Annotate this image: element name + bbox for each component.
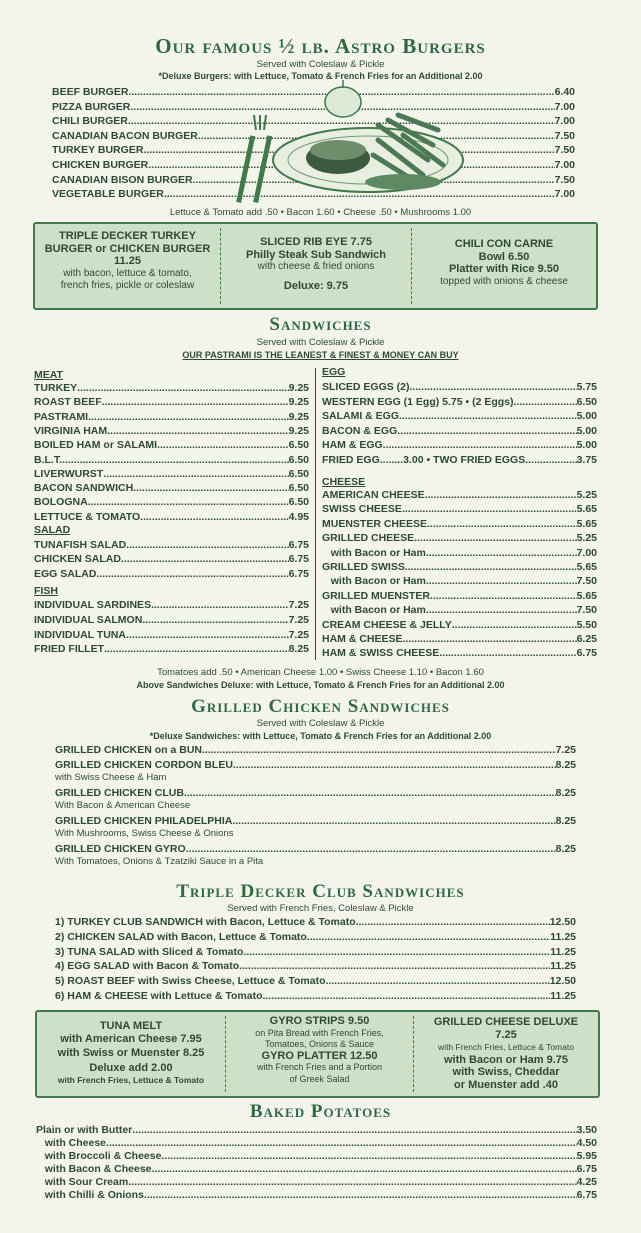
item-name: HAM & EGG: [322, 439, 383, 452]
item-price: 6.50: [576, 395, 597, 408]
item-price: 12.50: [549, 975, 576, 988]
item-price: 5.95: [576, 1150, 597, 1162]
potato-item: [36, 1137, 597, 1150]
leader-dots: [427, 518, 577, 531]
item-price: 11.25: [550, 960, 576, 973]
item-price: 5.65: [576, 589, 597, 602]
item-name: with Bacon or Ham: [322, 546, 426, 559]
item-name: with Bacon & Cheese: [36, 1163, 152, 1175]
cheese-item: [322, 575, 597, 588]
meat-item: [34, 382, 309, 395]
leader-dots: [410, 381, 577, 394]
item-name: with Chilli & Onions: [36, 1189, 144, 1201]
cheese-header: CHEESE: [322, 476, 366, 488]
cheese-item: [322, 518, 597, 531]
leader-dots: [88, 411, 289, 424]
item-price: 6.25: [576, 633, 597, 645]
item-name: 2) CHICKEN SALAD with Bacon, Lettuce & Tomato: [55, 930, 307, 943]
item-price: 7.00: [554, 188, 575, 201]
item-price: 9.25: [288, 382, 309, 394]
item-price: 6.50: [288, 467, 309, 480]
specials-box-top: [33, 222, 598, 310]
cheese-item: [322, 604, 597, 617]
grilled-chicken-item: [55, 744, 576, 757]
item-price: 4.25: [576, 1176, 597, 1188]
special-gyro: GYRO STRIPS 9.50 on Pita Bread with French Fries, Tomatoes, Onions & Sauce GYRO PLATTER 12.50 with French Fries and a Portion of Greek Salad: [255, 1015, 384, 1084]
item-name: HAM & SWISS CHEESE: [322, 647, 440, 660]
leader-dots: [77, 382, 288, 395]
item-price: 6.50: [288, 453, 309, 466]
grilled-served: Served with Coleslaw & Pickle: [256, 718, 385, 729]
potato-item: [36, 1189, 597, 1202]
burger-plate-illustration: [228, 80, 468, 205]
item-description: With Bacon & American Cheese: [55, 800, 191, 811]
leader-dots: [157, 439, 288, 452]
item-price: 7.50: [576, 604, 597, 617]
item-name: with Bacon or Ham: [322, 575, 426, 588]
item-name: B.L.T.: [34, 453, 62, 466]
item-name: BEEF BURGER: [52, 86, 129, 98]
item-description: with Swiss Cheese & Ham: [55, 772, 167, 783]
item-price: 5.65: [576, 503, 597, 516]
item-price: 7.50: [554, 144, 575, 157]
item-price: 5.75: [576, 381, 597, 393]
meat-item: [34, 511, 309, 524]
item-name: TURKEY BURGER: [52, 144, 144, 157]
item-name: TURKEY: [34, 382, 78, 394]
item-price: 5.25: [576, 489, 597, 501]
grilled-chicken-title: Grilled Chicken Sandwiches: [191, 696, 450, 717]
leader-dots: [106, 1137, 577, 1150]
item-price: 6.50: [288, 482, 309, 495]
club-item: [55, 960, 576, 973]
item-name: INDIVIDUAL TUNA: [34, 628, 126, 641]
item-name: SLICED EGGS (2): [322, 381, 410, 393]
leader-dots: [88, 496, 289, 509]
leader-dots: [439, 647, 576, 660]
item-name: LIVERWURST: [34, 467, 104, 480]
item-name: CANADIAN BISON BURGER: [52, 173, 193, 186]
item-price: 8.25: [555, 759, 576, 771]
special-triple-decker-burger: TRIPLE DECKER TURKEY BURGER or CHICKEN BURGER 11.25 with bacon, lettuce & tomato, french fries, pickle or coleslaw: [44, 230, 211, 291]
item-name: VEGETABLE BURGER: [52, 188, 164, 201]
burgers-served: Served with Coleslaw & Pickle: [256, 59, 385, 70]
item-description: With Mushrooms, Swiss Cheese & Onions: [55, 828, 234, 839]
item-price: 7.50: [554, 173, 575, 186]
sandwiches-addons: Tomatoes add .50 • American Cheese 1.00 • Swiss Cheese 1.10 • Bacon 1.60: [157, 667, 484, 678]
item-price: 7.50: [576, 575, 597, 588]
item-name: CHILI BURGER: [52, 115, 128, 128]
leader-dots: [140, 511, 288, 524]
item-name: 1) TURKEY CLUB SANDWICH with Bacon, Lettuce & Tomato: [55, 916, 356, 928]
item-price: 6.50: [288, 439, 309, 452]
item-price: 5.25: [576, 532, 597, 545]
burgers-deluxe-note: *Deluxe Burgers: with Lettuce, Tomato & French Fries for an Additional 2.00: [158, 71, 483, 81]
item-name: SWISS CHEESE: [322, 503, 402, 516]
item-name: AMERICAN CHEESE: [322, 489, 425, 501]
item-price: 7.00: [554, 115, 575, 128]
special-rib-eye: SLICED RIB EYE 7.75 Philly Steak Sub Sandwich with cheese & fried onions Deluxe: 9.75: [246, 236, 386, 292]
meat-item: [34, 425, 309, 438]
fish-header: FISH: [34, 585, 58, 597]
leader-dots: [62, 454, 289, 467]
leader-dots: [142, 614, 288, 627]
burgers-title: Our famous ½ lb. Astro Burgers: [155, 34, 486, 58]
item-price: 7.25: [288, 613, 309, 626]
item-name: CHICKEN SALAD: [34, 553, 121, 566]
item-name: with Bacon or Ham: [322, 604, 426, 617]
potato-item: [36, 1124, 597, 1137]
meat-item: [34, 454, 309, 467]
item-price: 11.25: [550, 990, 576, 1002]
club-title: Triple Decker Club Sandwiches: [176, 881, 465, 902]
sandwiches-served: Served with Coleslaw & Pickle: [256, 337, 385, 348]
item-name: BOILED HAM or SALAMI: [34, 439, 158, 452]
club-item: [55, 975, 576, 988]
item-name: GRILLED CHICKEN CORDON BLEU: [55, 759, 233, 771]
item-name: GRILLED CHICKEN GYRO: [55, 843, 186, 855]
item-price: 12.50: [549, 916, 576, 928]
leader-dots: [426, 604, 577, 617]
cheese-item: [322, 647, 597, 660]
specials-box-bottom: [35, 1010, 600, 1098]
leader-dots: [144, 1189, 577, 1202]
item-description: With Tomatoes, Onions & Tzatziki Sauce in a Pita: [55, 856, 264, 867]
potatoes-title: Baked Potatoes: [249, 1101, 392, 1122]
salad-header: SALAD: [34, 524, 71, 536]
egg-item: [322, 410, 597, 423]
item-name: GRILLED CHICKEN PHILADELPHIA: [55, 815, 233, 827]
item-price: 7.00: [554, 159, 575, 171]
leader-dots: [514, 396, 577, 409]
item-name: FRIED FILLET: [34, 643, 104, 656]
item-name: CANADIAN BACON BURGER: [52, 129, 198, 142]
item-price: 6.50: [288, 496, 309, 509]
item-price: 7.00: [576, 546, 597, 559]
leader-dots: [126, 629, 289, 642]
club-served: Served with French Fries, Coleslaw & Pickle: [227, 903, 414, 914]
item-name: GRILLED SWISS: [322, 561, 405, 573]
item-price: 6.75: [288, 567, 309, 580]
leader-dots: [202, 744, 556, 757]
item-name: with Broccoli & Cheese: [36, 1150, 162, 1162]
meat-header: MEAT: [34, 369, 63, 381]
column-divider: [315, 368, 316, 660]
club-item: [55, 916, 576, 929]
item-name: CHICKEN BURGER: [52, 159, 149, 171]
item-name: GRILLED CHICKEN CLUB: [55, 787, 184, 799]
cheese-item: [322, 619, 597, 632]
leader-dots: [399, 410, 577, 423]
item-name: BOLOGNA: [34, 496, 88, 509]
leader-dots: [402, 503, 577, 516]
item-price: 7.25: [555, 744, 576, 756]
salad-item: [34, 539, 309, 552]
item-price: 5.50: [576, 618, 597, 631]
leader-dots: [104, 643, 289, 656]
meat-item: [34, 482, 309, 495]
meat-item: [34, 468, 309, 481]
leader-dots: [132, 1124, 576, 1137]
grilled-chicken-item: [55, 787, 576, 800]
leader-dots: [426, 575, 577, 588]
item-price: 5.00: [576, 410, 597, 423]
leader-dots: [151, 599, 288, 612]
fish-item: [34, 629, 309, 642]
item-price: 6.75: [288, 553, 309, 566]
item-name: with Cheese: [36, 1137, 107, 1149]
leader-dots: [426, 547, 577, 560]
item-price: 4.50: [576, 1137, 597, 1149]
fish-item: [34, 614, 309, 627]
item-price: 6.75: [576, 1163, 597, 1175]
item-price: 9.25: [288, 424, 309, 437]
item-price: 5.65: [576, 517, 597, 530]
item-name: GRILLED CHEESE: [322, 532, 415, 545]
leader-dots: [405, 561, 577, 574]
leader-dots: [307, 931, 550, 944]
leader-dots: [126, 539, 288, 552]
cheese-item: [322, 532, 597, 545]
item-name: PASTRAMI: [34, 410, 89, 423]
potato-item: [36, 1176, 597, 1189]
cheese-item: [322, 633, 597, 646]
item-price: 6.75: [288, 539, 309, 551]
club-item: [55, 946, 576, 959]
item-name: Plain or with Butter: [36, 1124, 133, 1136]
item-name: WESTERN EGG (1 Egg) 5.75 • (2 Eggs): [322, 395, 514, 408]
item-price: 3.75: [576, 454, 597, 466]
item-name: SALAMI & EGG: [322, 410, 400, 423]
item-name: HAM & CHEESE: [322, 633, 403, 645]
leader-dots: [414, 532, 576, 545]
item-price: 3.50: [576, 1124, 597, 1136]
egg-header: EGG: [322, 366, 346, 378]
special-chili-con-carne: CHILI CON CARNE Bowl 6.50 Platter with Rice 9.50 topped with onions & cheese: [440, 238, 568, 287]
leader-dots: [232, 815, 555, 828]
fish-item: [34, 599, 309, 612]
item-price: 6.40: [554, 86, 575, 98]
item-price: 8.25: [288, 643, 309, 656]
item-name: GRILLED CHICKEN on a BUN: [55, 744, 202, 756]
item-name: FRIED EGG........3.00 • TWO FRIED EGGS: [322, 454, 526, 466]
item-price: 9.25: [288, 410, 309, 423]
leader-dots: [184, 787, 556, 800]
item-name: INDIVIDUAL SARDINES: [34, 599, 152, 611]
grilled-chicken-item: [55, 759, 576, 772]
leader-dots: [239, 960, 550, 973]
cheese-item: [322, 547, 597, 560]
leader-dots: [430, 590, 577, 603]
item-price: 5.00: [576, 424, 597, 437]
leader-dots: [525, 454, 576, 467]
leader-dots: [383, 439, 577, 452]
item-price: 8.25: [555, 787, 576, 799]
cheese-item: [322, 561, 597, 574]
potato-item: [36, 1163, 597, 1176]
leader-dots: [233, 759, 556, 772]
meat-item: [34, 496, 309, 509]
leader-dots: [152, 1163, 577, 1176]
item-name: ROAST BEEF: [34, 396, 102, 409]
item-price: 6.75: [576, 1189, 597, 1201]
leader-dots: [103, 468, 288, 481]
item-name: MUENSTER CHEESE: [322, 517, 428, 530]
item-price: 11.25: [550, 930, 576, 943]
item-name: VIRGINIA HAM: [34, 424, 108, 437]
item-name: INDIVIDUAL SALMON: [34, 613, 143, 626]
item-name: BACON & EGG: [322, 424, 398, 437]
grilled-deluxe-note: *Deluxe Sandwiches: with Lettuce, Tomato & French Fries for an Additional 2.00: [149, 731, 492, 741]
item-price: 11.25: [550, 945, 576, 958]
meat-item: [34, 439, 309, 452]
leader-dots: [425, 489, 577, 502]
grilled-chicken-item: [55, 815, 576, 828]
item-price: 7.25: [288, 628, 309, 641]
leader-dots: [107, 425, 288, 438]
item-name: LETTUCE & TOMATO: [34, 510, 141, 523]
item-name: with Sour Cream: [36, 1176, 129, 1188]
leader-dots: [161, 1150, 576, 1163]
leader-dots: [102, 396, 289, 409]
egg-item: [322, 381, 597, 394]
item-name: EGG SALAD: [34, 567, 97, 580]
egg-item: [322, 396, 597, 409]
egg-item: [322, 439, 597, 452]
grilled-chicken-item: [55, 843, 576, 856]
item-name: 5) ROAST BEEF with Swiss Cheese, Lettuce & Tomato: [55, 975, 326, 988]
leader-dots: [96, 568, 288, 581]
leader-dots: [121, 553, 289, 566]
cheese-item: [322, 503, 597, 516]
item-name: 3) TUNA SALAD with Sliced & Tomato: [55, 945, 244, 958]
fish-item: [34, 643, 309, 656]
item-price: 7.50: [554, 129, 575, 142]
club-item: [55, 931, 576, 944]
sandwiches-title: Sandwiches: [269, 314, 372, 335]
burgers-addons: Lettuce & Tomato add .50 • Bacon 1.60 • Cheese .50 • Mushrooms 1.00: [169, 207, 472, 218]
item-name: BACON SANDWICH: [34, 482, 134, 495]
item-price: 5.00: [576, 439, 597, 452]
item-price: 9.25: [288, 396, 309, 409]
leader-dots: [128, 1176, 576, 1189]
item-name: 4) EGG SALAD with Bacon & Tomato: [55, 960, 240, 973]
item-name: CREAM CHEESE & JELLY: [322, 618, 452, 631]
leader-dots: [403, 633, 577, 646]
leader-dots: [186, 843, 556, 856]
cheese-item: [322, 489, 597, 502]
leader-dots: [133, 482, 288, 495]
item-name: PIZZA BURGER: [52, 100, 131, 113]
club-item: [55, 990, 576, 1003]
item-price: 8.25: [555, 843, 576, 855]
special-tuna-melt: TUNA MELT with American Cheese 7.95 with Swiss or Muenster 8.25 Deluxe add 2.00 with French Fries, Lettuce & Tomato: [57, 1020, 205, 1085]
leader-dots: [243, 946, 550, 959]
sandwiches-tagline: OUR PASTRAMI IS THE LEANEST & FINEST & MONEY CAN BUY: [182, 350, 459, 360]
special-grilled-cheese-deluxe: GRILLED CHEESE DELUXE 7.25 with French Fries, Lettuce & Tomato with Bacon or Ham 9.75 with Swiss, Cheddar or Muenster add .40: [433, 1016, 579, 1091]
leader-dots: [397, 425, 576, 438]
meat-item: [34, 411, 309, 424]
leader-dots: [356, 916, 550, 929]
potato-item: [36, 1150, 597, 1163]
item-price: 4.95: [288, 510, 309, 523]
item-name: TUNAFISH SALAD: [34, 539, 127, 551]
leader-dots: [262, 990, 550, 1003]
item-name: GRILLED MUENSTER: [322, 589, 430, 602]
item-price: 8.25: [555, 815, 576, 827]
cheese-item: [322, 590, 597, 603]
item-price: 7.00: [554, 100, 575, 113]
egg-item: [322, 454, 597, 467]
item-price: 7.25: [288, 599, 309, 611]
salad-item: [34, 553, 309, 566]
salad-item: [34, 568, 309, 581]
leader-dots: [326, 975, 550, 988]
egg-item: [322, 425, 597, 438]
item-name: 6) HAM & CHEESE with Lettuce & Tomato: [55, 990, 263, 1002]
leader-dots: [452, 619, 577, 632]
item-price: 5.65: [576, 561, 597, 573]
item-price: 6.75: [576, 647, 597, 660]
meat-item: [34, 396, 309, 409]
sandwiches-deluxe-note: Above Sandwiches Deluxe: with Lettuce, Tomato & French Fries for an Additional 2.00: [136, 680, 505, 690]
